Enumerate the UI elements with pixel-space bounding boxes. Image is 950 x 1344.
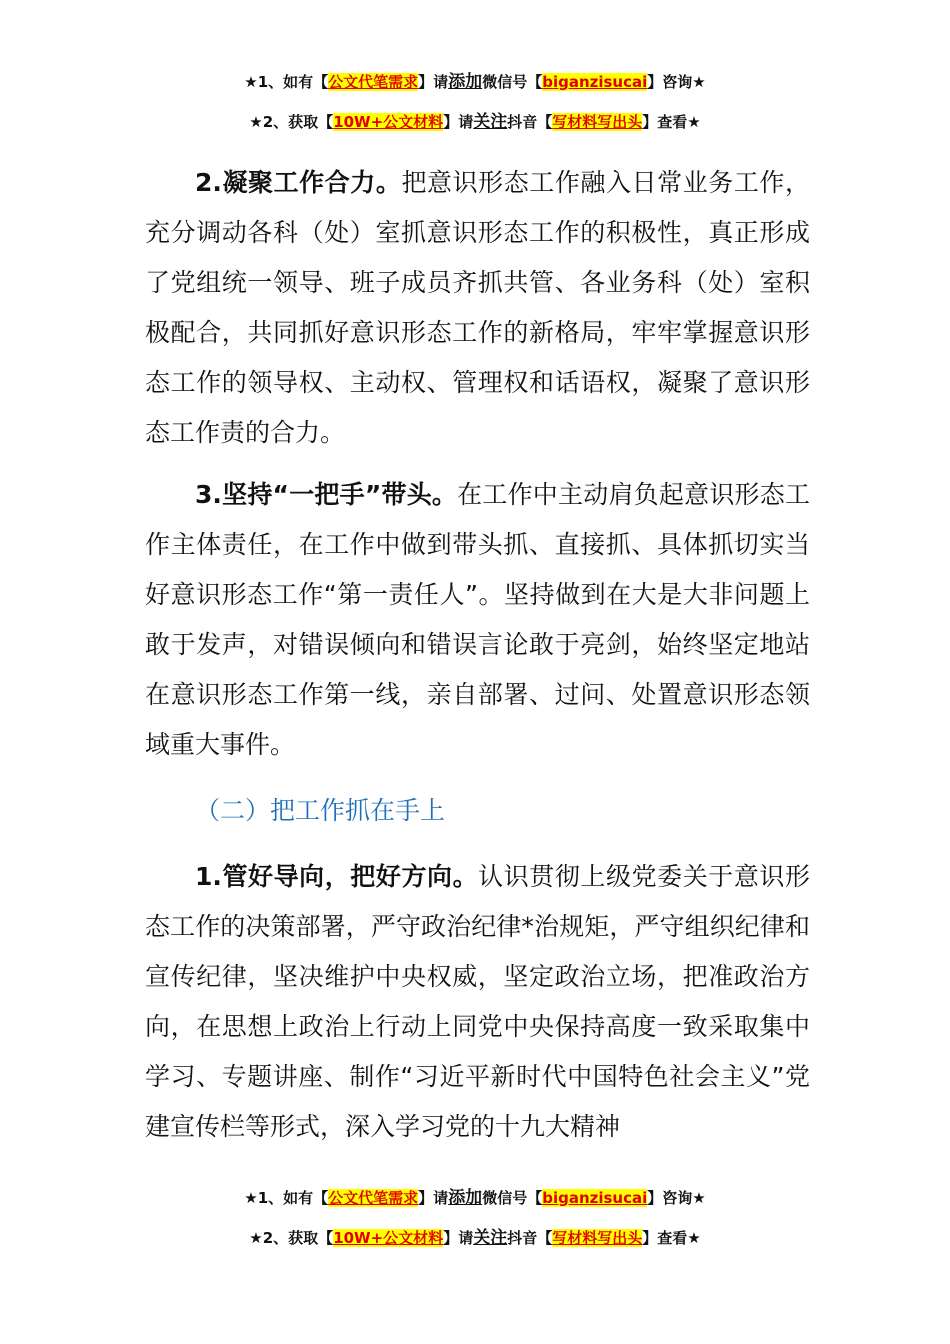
section-heading: （二）把工作抓在手上 xyxy=(195,796,446,825)
paragraph-cohesion: 2.凝聚工作合力。把意识形态工作融入日常业务工作，充分调动各科（处）室抓意识形态工作的积极性，真正形成了党组统一领导、班子成员齐抓共管、各业务科（处）室积极配合，共同抓好意识形态工作的新格局，牢牢掌握意识形态工作的领导权、主动权、管理权和话语权，凝聚了意识形态工作责的合力。 xyxy=(145,168,810,447)
highlight-service: 公文代笔需求 xyxy=(328,73,419,91)
highlight-wechat-id: biganzisucai xyxy=(542,73,648,91)
promo-line-1-top: ★1、如有【公文代笔需求】请添加微信号【biganzisucai】咨询★ xyxy=(244,72,706,92)
promo-line-2-bottom: ★2、获取【10W+公文材料】请关注抖音【写材料写出头】查看★ xyxy=(249,1228,701,1248)
promo-line-1-bottom: ★1、如有【公文代笔需求】请添加微信号【biganzisucai】咨询★ xyxy=(244,1188,706,1208)
highlight-douyin: 写材料写出头 xyxy=(552,113,643,131)
promo-line-2-top: ★2、获取【10W+公文材料】请关注抖音【写材料写出头】查看★ xyxy=(249,112,701,132)
body-lower xyxy=(145,852,810,1152)
paragraph-guidance: 1.管好导向，把好方向。认识贯彻上级党委关于意识形态工作的决策部署，严守政治纪律*治规矩，严守组织纪律和宣传纪律，坚决维护中央权威，坚定政治立场，把准政治方向，在思想上政治上行动上同党中央保持高度一致采取集中学习、专题讲座、制作“习近平新时代中国特色社会主义”党建宣传栏等形式，深入学习党的十九大精神 xyxy=(145,862,810,1141)
highlight-materials: 10W+公文材料 xyxy=(333,113,444,131)
body-upper xyxy=(145,158,810,770)
paragraph-leader: 3.坚持“一把手”带头。在工作中主动肩负起意识形态工作主体责任，在工作中做到带头抓、直接抓、具体抓切实当好意识形态工作“第一责任人”。坚持做到在大是大非问题上敢于发声，对错误倾向和错误言论敢于亮剑，始终坚定地站在意识形态工作第一线，亲自部署、过问、处置意识形态领域重大事件。 xyxy=(145,480,810,759)
